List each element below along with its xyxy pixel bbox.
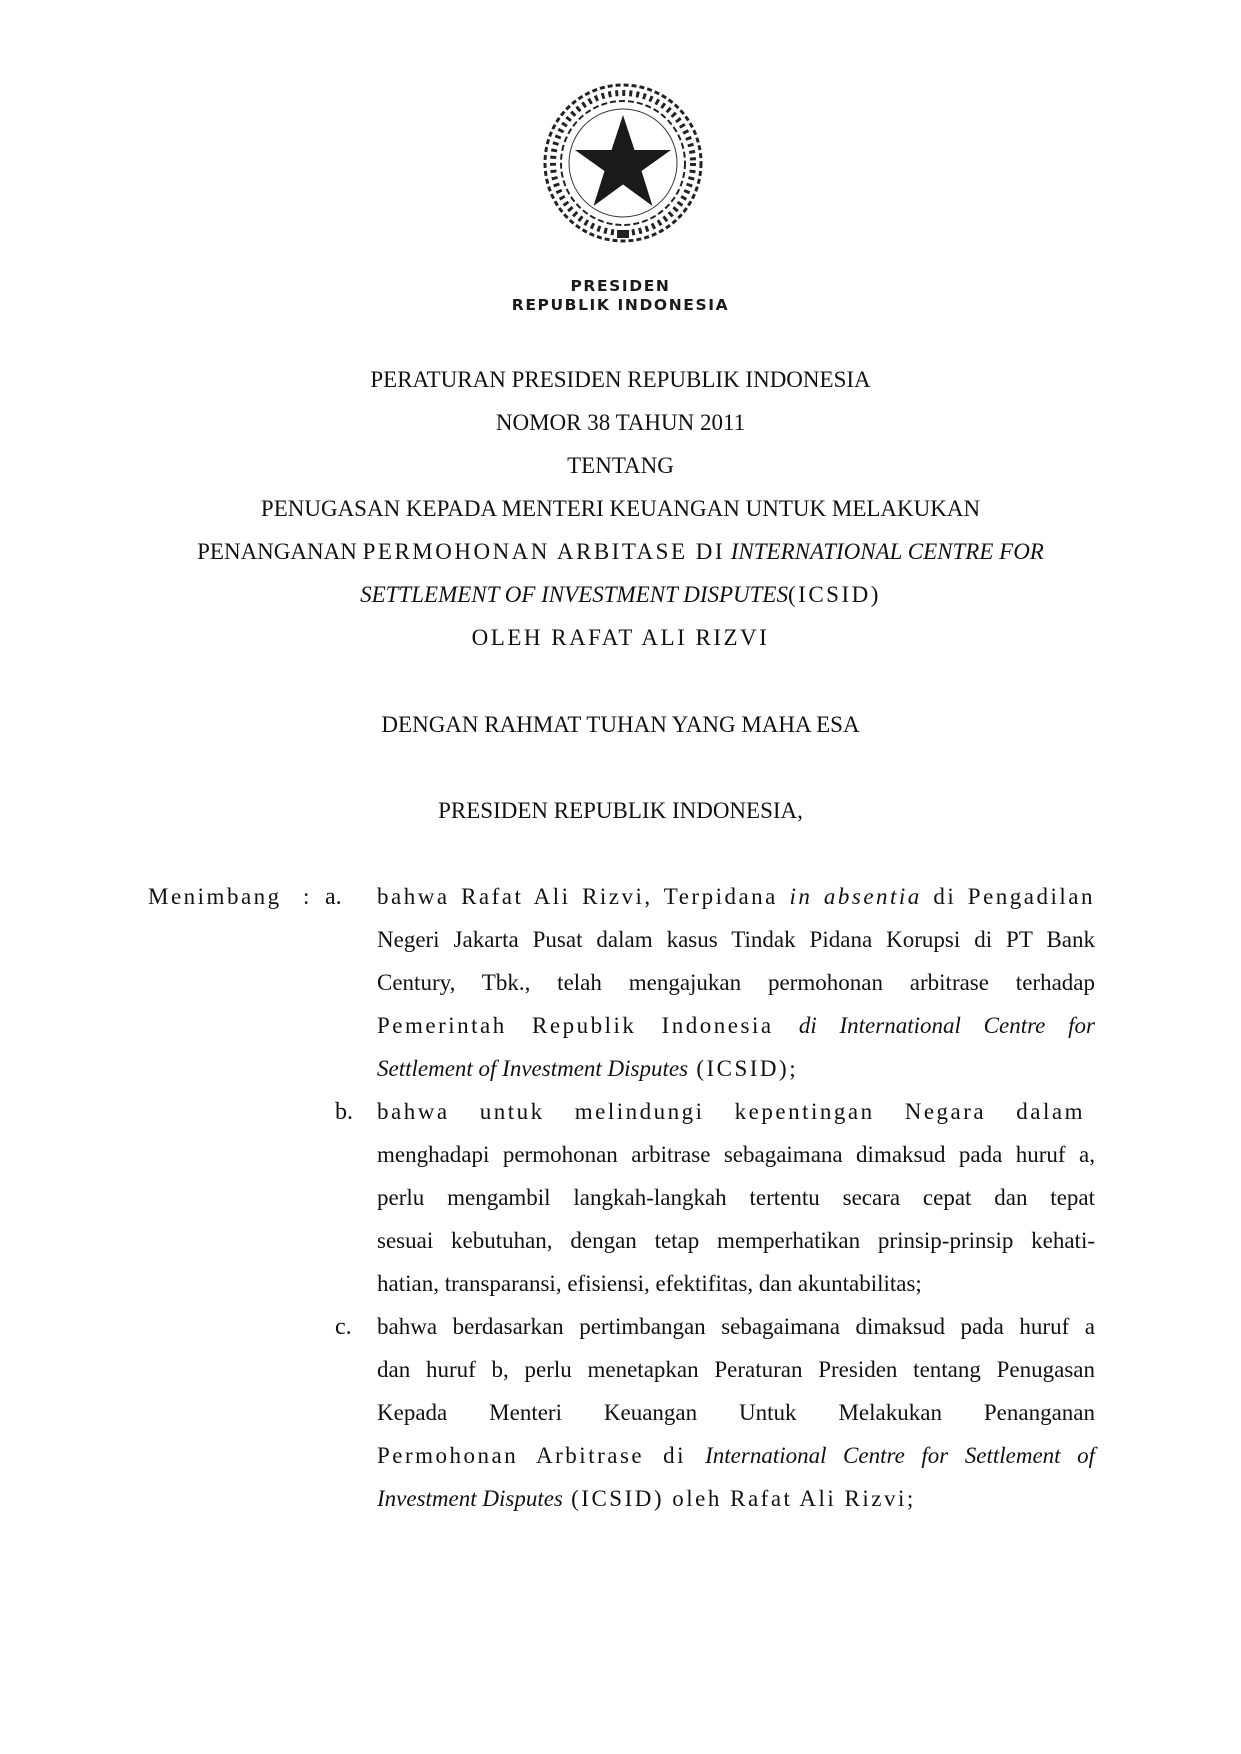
item-a-line-5	[377, 1054, 798, 1084]
item-c-line-5-b: (ICSID) oleh Rafat Ali Rizvi;	[562, 1486, 916, 1511]
item-c-line-3: Kepada Menteri Keuangan Untuk Melakukan Penanganan	[377, 1400, 1095, 1425]
item-b-line-5: hatian, transparansi, efisiensi, efektifitas, dan akuntabilitas;	[377, 1271, 922, 1296]
preamble-line-2: PRESIDEN REPUBLIK INDONESIA,	[438, 798, 803, 823]
item-a-line-2: Negeri Jakarta Pusat dalam kasus Tindak Pidana Korupsi di PT Bank	[377, 927, 1095, 952]
item-c-line-1: bahwa berdasarkan pertimbangan sebagaimana dimaksud pada huruf a	[377, 1314, 1095, 1339]
item-c-line-5-a: Investment Disputes	[377, 1486, 563, 1511]
title-line-5	[0, 537, 1241, 567]
title-line-5-c: INTERNATIONAL CENTRE FOR	[730, 539, 1044, 564]
menimbang-colon: :	[303, 884, 310, 909]
menimbang-label: Menimbang	[148, 884, 282, 909]
title-line-1: PERATURAN PRESIDEN REPUBLIK INDONESIA	[370, 367, 871, 392]
institution-line-1: PRESIDEN	[570, 277, 671, 295]
title-line-6-b: (ICSID)	[788, 582, 881, 607]
item-a-marker: a.	[325, 884, 342, 910]
item-c-line-4-b: International Centre for Settlement of	[705, 1443, 1095, 1468]
title-line-5-a: PENANGANAN	[197, 539, 357, 564]
title-line-4: PENUGASAN KEPADA MENTERI KEUANGAN UNTUK MELAKUKAN	[260, 496, 981, 521]
item-a-line-1-a: bahwa Rafat Ali Rizvi, Terpidana	[377, 884, 790, 909]
item-a-line-1-c: di Pengadilan	[921, 884, 1095, 909]
item-c-line-4	[377, 1441, 1095, 1471]
title-line-7: OLEH RAFAT ALI RIZVI	[471, 625, 770, 650]
item-a-line-1	[377, 882, 1095, 912]
item-a-line-4	[377, 1011, 1095, 1041]
item-b-line-1: bahwa untuk melindungi kepentingan Negara dalam	[377, 1099, 1085, 1124]
title-line-6-a: SETTLEMENT OF INVESTMENT DISPUTES	[360, 582, 788, 607]
star-wreath-icon	[540, 80, 706, 246]
item-b-line-3: perlu mengambil langkah-langkah tertentu secara cepat dan tepat	[377, 1185, 1095, 1210]
item-a-line-5-a: Settlement of Investment Disputes	[377, 1056, 689, 1081]
institution-line-2: REPUBLIK INDONESIA	[511, 296, 730, 314]
item-a-line-5-b: (ICSID);	[688, 1056, 799, 1081]
title-line-2: NOMOR 38 TAHUN 2011	[495, 410, 746, 435]
item-c-marker: c.	[335, 1314, 352, 1340]
title-line-3: TENTANG	[567, 453, 674, 478]
preamble-line-1: DENGAN RAHMAT TUHAN YANG MAHA ESA	[381, 712, 860, 737]
item-a-line-4-a: Pemerintah Republik Indonesia	[377, 1013, 799, 1038]
item-c-line-5	[377, 1484, 916, 1514]
item-a-line-3: Century, Tbk., telah mengajukan permohonan arbitrase terhadap	[377, 970, 1095, 995]
title-line-6	[0, 580, 1241, 610]
item-c-line-4-a: Permohonan Arbitrase di	[377, 1443, 706, 1468]
title-line-5-b: PERMOHONAN ARBITASE DI	[362, 539, 726, 564]
item-b-marker: b.	[335, 1099, 353, 1125]
state-emblem	[540, 80, 706, 246]
item-a-line-4-b: di International Centre for	[798, 1013, 1096, 1038]
item-b-line-2: menghadapi permohonan arbitrase sebagaimana dimaksud pada huruf a,	[377, 1142, 1095, 1167]
item-b-line-4: sesuai kebutuhan, dengan tetap memperhatikan prinsip-prinsip kehati-	[377, 1228, 1095, 1253]
item-c-line-2: dan huruf b, perlu menetapkan Peraturan Presiden tentang Penugasan	[377, 1357, 1095, 1382]
item-a-line-1-b: in absentia	[789, 884, 922, 909]
